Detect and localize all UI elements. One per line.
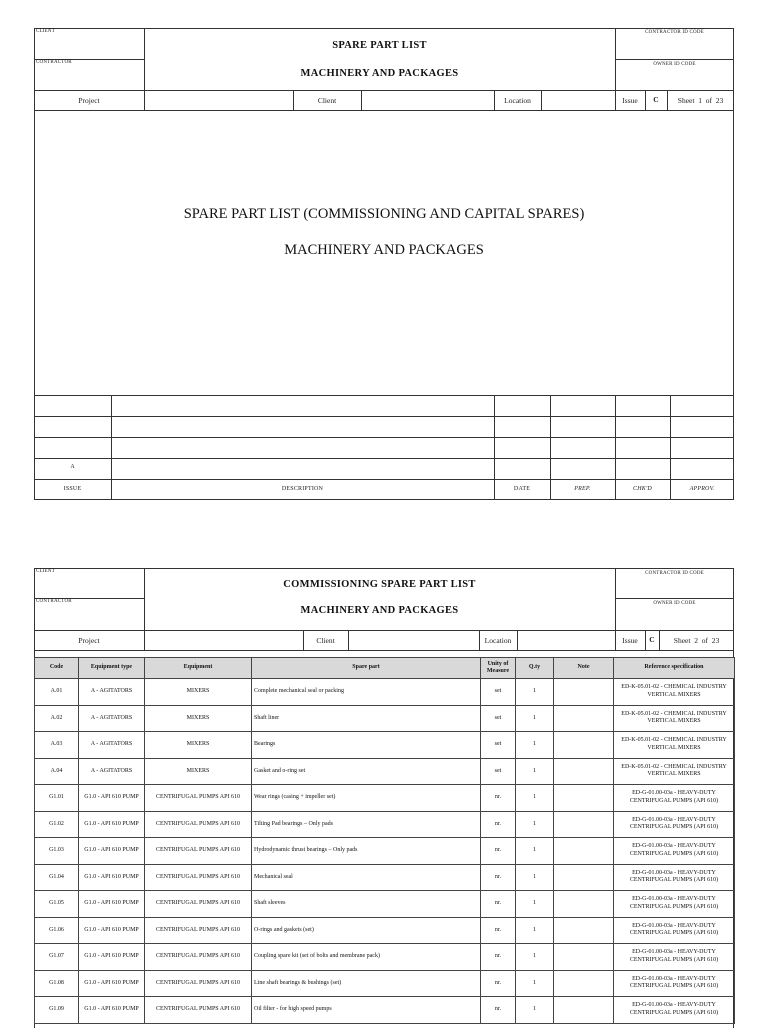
cell-equipment: CENTRIFUGAL PUMPS API 610 (145, 838, 252, 865)
cell-code: A.04 (35, 758, 79, 785)
cell-note (554, 864, 614, 891)
cell-equipment: CENTRIFUGAL PUMPS API 610 (145, 944, 252, 971)
rev-header-date: DATE (513, 486, 531, 492)
cell-equipment-type: A - AGITATORS (79, 679, 145, 706)
cell-spare-part: Gasket and o-ring set (252, 758, 481, 785)
cell-code: G1.02 (35, 811, 79, 838)
cell-unit: nr. (481, 838, 516, 865)
cell-unit: nr. (481, 864, 516, 891)
cell-note (554, 917, 614, 944)
cell-code: A.03 (35, 732, 79, 759)
document-title: SPARE PART LIST (332, 40, 427, 51)
table-row (35, 811, 735, 838)
location-label: Location (484, 636, 512, 645)
cell-equipment-type: G1.0 - API 610 PUMP (79, 785, 145, 812)
cell-unit: nr. (481, 917, 516, 944)
cell-equipment-type: G1.0 - API 610 PUMP (79, 970, 145, 997)
column-header: Equipment type (79, 658, 145, 679)
table-row (35, 758, 735, 785)
column-header: Q.ty (516, 658, 554, 679)
cell-spare-part: Shaft sleeves (252, 891, 481, 918)
cell-code: G1.03 (35, 838, 79, 865)
column-header: Note (554, 658, 614, 679)
project-label: Project (78, 636, 100, 645)
divider (615, 59, 734, 60)
cell-spare-part: Line shaft bearings & bushings (set) (252, 970, 481, 997)
cell-equipment-type: G1.0 - API 610 PUMP (79, 944, 145, 971)
cell-note (554, 997, 614, 1024)
divider (111, 395, 112, 500)
cell-reference: ED-G-01.00-03a - HEAVY-DUTY CENTRIFUGAL PUMPS (API 610) (614, 785, 735, 812)
cell-equipment: CENTRIFUGAL PUMPS API 610 (145, 891, 252, 918)
cell-reference: ED-G-01.00-03a - HEAVY-DUTY CENTRIFUGAL PUMPS (API 610) (614, 864, 735, 891)
cell-note (554, 758, 614, 785)
divider (34, 395, 734, 396)
rev-header-description: DESCRIPTION (281, 486, 324, 492)
cell-code: A.01 (35, 679, 79, 706)
cell-equipment: CENTRIFUGAL PUMPS API 610 (145, 970, 252, 997)
column-header: Unity of Measure (481, 658, 516, 679)
cell-note (554, 838, 614, 865)
divider (361, 90, 362, 110)
cell-note (554, 705, 614, 732)
cell-unit: set (481, 758, 516, 785)
cell-unit: nr. (481, 997, 516, 1024)
cell-note (554, 891, 614, 918)
cell-reference: ED-G-01.00-03a - HEAVY-DUTY CENTRIFUGAL PUMPS (API 610) (614, 838, 735, 865)
cell-qty: 1 (516, 864, 554, 891)
cell-reference: ED-K-05.01-02 - CHEMICAL INDUSTRY VERTICAL MIXERS (614, 732, 735, 759)
cell-code: G1.08 (35, 970, 79, 997)
cell-code: G1.01 (35, 785, 79, 812)
column-header: Reference specification (614, 658, 735, 679)
cell-qty: 1 (516, 917, 554, 944)
divider (670, 395, 671, 500)
divider (34, 479, 734, 480)
document-subtitle: MACHINERY AND PACKAGES (300, 605, 459, 616)
cell-equipment: CENTRIFUGAL PUMPS API 610 (145, 917, 252, 944)
revision-issue-a: A (70, 464, 75, 470)
cell-spare-part: Bearings (252, 732, 481, 759)
divider (34, 90, 734, 91)
cell-spare-part: Mechanical seal (252, 864, 481, 891)
client-field-label: Client (316, 636, 335, 645)
divider (550, 395, 551, 500)
divider (615, 395, 616, 500)
cell-reference: ED-K-05.01-02 - CHEMICAL INDUSTRY VERTICAL MIXERS (614, 758, 735, 785)
divider (34, 416, 734, 417)
cell-qty: 1 (516, 732, 554, 759)
cell-reference: ED-G-01.00-03a - HEAVY-DUTY CENTRIFUGAL PUMPS (API 610) (614, 917, 735, 944)
cell-unit: set (481, 732, 516, 759)
cell-reference: ED-G-01.00-03a - HEAVY-DUTY CENTRIFUGAL PUMPS (API 610) (614, 970, 735, 997)
client-label: CLIENT (36, 569, 55, 574)
cell-unit: nr. (481, 811, 516, 838)
cell-note (554, 944, 614, 971)
cell-qty: 1 (516, 679, 554, 706)
table-row (35, 732, 735, 759)
issue-label: Issue (622, 636, 638, 645)
project-label: Project (78, 96, 100, 105)
cell-qty: 1 (516, 705, 554, 732)
cell-equipment-type: G1.0 - API 610 PUMP (79, 997, 145, 1024)
contractor-label: CONTRACTOR (36, 60, 72, 65)
cell-spare-part: Coupling spare kit (set of bolts and membrane pack) (252, 944, 481, 971)
cell-equipment: MIXERS (145, 758, 252, 785)
cell-equipment-type: G1.0 - API 610 PUMP (79, 864, 145, 891)
divider (34, 630, 734, 631)
cell-code: G1.05 (35, 891, 79, 918)
cell-code: G1.07 (35, 944, 79, 971)
cell-equipment-type: A - AGITATORS (79, 732, 145, 759)
table-row (35, 891, 735, 918)
sheet-number: Sheet 1 of 23 (677, 96, 724, 105)
divider (615, 598, 734, 599)
cell-qty: 1 (516, 838, 554, 865)
column-header: Equipment (145, 658, 252, 679)
cell-equipment-type: G1.0 - API 610 PUMP (79, 917, 145, 944)
cell-unit: nr. (481, 944, 516, 971)
rev-header-prep: PREP. (574, 486, 591, 492)
cell-code: G1.09 (35, 997, 79, 1024)
rev-header-approv: APPROV. (689, 486, 715, 492)
cell-spare-part: Complete mechanical seal or packing (252, 679, 481, 706)
cell-equipment-type: G1.0 - API 610 PUMP (79, 891, 145, 918)
cell-unit: set (481, 679, 516, 706)
cell-reference: ED-G-01.00-03a - HEAVY-DUTY CENTRIFUGAL PUMPS (API 610) (614, 997, 735, 1024)
cell-equipment-type: A - AGITATORS (79, 705, 145, 732)
cell-unit: nr. (481, 970, 516, 997)
contractor-id-label: CONTRACTOR ID CODE (645, 571, 704, 576)
table-row (35, 705, 735, 732)
divider (517, 630, 518, 650)
cell-note (554, 811, 614, 838)
table-header-row (35, 658, 735, 679)
cell-qty: 1 (516, 785, 554, 812)
cell-code: G1.04 (35, 864, 79, 891)
divider (34, 437, 734, 438)
cell-equipment: CENTRIFUGAL PUMPS API 610 (145, 785, 252, 812)
table-row (35, 944, 735, 971)
document-subtitle: MACHINERY AND PACKAGES (300, 68, 459, 79)
cell-note (554, 970, 614, 997)
divider (34, 458, 734, 459)
table-row (35, 785, 735, 812)
column-header: Code (35, 658, 79, 679)
cell-spare-part: Shaft liner (252, 705, 481, 732)
cell-note (554, 679, 614, 706)
rev-header-chkd: CHK'D (633, 486, 652, 492)
contractor-label: CONTRACTOR (36, 599, 72, 604)
rev-header-issue: ISSUE (63, 486, 82, 492)
cell-qty: 1 (516, 758, 554, 785)
issue-label: Issue (622, 96, 638, 105)
cell-spare-part: Tilting Pad bearings – Only pads (252, 811, 481, 838)
cell-reference: ED-G-01.00-03a - HEAVY-DUTY CENTRIFUGAL PUMPS (API 610) (614, 811, 735, 838)
cell-equipment: CENTRIFUGAL PUMPS API 610 (145, 864, 252, 891)
cell-equipment: CENTRIFUGAL PUMPS API 610 (145, 811, 252, 838)
cell-note (554, 732, 614, 759)
table-row (35, 997, 735, 1024)
document-title: COMMISSIONING SPARE PART LIST (283, 579, 476, 590)
table-row (35, 917, 735, 944)
divider (348, 630, 349, 650)
sheet-number: Sheet 2 of 23 (673, 636, 720, 645)
cell-unit: set (481, 705, 516, 732)
table-row (35, 864, 735, 891)
cell-equipment-type: G1.0 - API 610 PUMP (79, 838, 145, 865)
cell-equipment: MIXERS (145, 732, 252, 759)
cell-spare-part: Wear rings (casing + impeller set) (252, 785, 481, 812)
cover-subtitle: MACHINERY AND PACKAGES (284, 242, 484, 258)
cell-spare-part: Oil filter - for high speed pumps (252, 997, 481, 1024)
client-label: CLIENT (36, 29, 55, 34)
client-field-label: Client (317, 96, 337, 105)
cell-reference: ED-G-01.00-03a - HEAVY-DUTY CENTRIFUGAL PUMPS (API 610) (614, 944, 735, 971)
cell-equipment-type: A - AGITATORS (79, 758, 145, 785)
divider (541, 90, 542, 110)
location-label: Location (504, 96, 531, 105)
table-row (35, 970, 735, 997)
cell-reference: ED-K-05.01-02 - CHEMICAL INDUSTRY VERTICAL MIXERS (614, 705, 735, 732)
cell-note (554, 785, 614, 812)
divider (34, 650, 734, 651)
cell-qty: 1 (516, 811, 554, 838)
issue-value: C (653, 95, 659, 104)
cell-spare-part: O-rings and gaskets (set) (252, 917, 481, 944)
cover-title: SPARE PART LIST (COMMISSIONING AND CAPITAL SPARES) (183, 206, 585, 222)
cell-qty: 1 (516, 970, 554, 997)
cell-equipment-type: G1.0 - API 610 PUMP (79, 811, 145, 838)
divider (494, 395, 495, 500)
cell-equipment: MIXERS (145, 679, 252, 706)
divider (34, 110, 734, 111)
cell-unit: nr. (481, 891, 516, 918)
cell-unit: nr. (481, 785, 516, 812)
cell-qty: 1 (516, 997, 554, 1024)
owner-id-label: OWNER ID CODE (653, 62, 696, 67)
cell-code: G1.06 (35, 917, 79, 944)
table-row (35, 679, 735, 706)
spare-parts-table (34, 657, 735, 1024)
cell-qty: 1 (516, 944, 554, 971)
cell-qty: 1 (516, 891, 554, 918)
cell-equipment: CENTRIFUGAL PUMPS API 610 (145, 997, 252, 1024)
column-header: Spare part (252, 658, 481, 679)
cell-reference: ED-G-01.00-03a - HEAVY-DUTY CENTRIFUGAL PUMPS (API 610) (614, 891, 735, 918)
owner-id-label: OWNER ID CODE (653, 601, 696, 606)
cell-equipment: MIXERS (145, 705, 252, 732)
contractor-id-label: CONTRACTOR ID CODE (645, 30, 704, 35)
cell-spare-part: Hydrodynamic thrust bearings – Only pads (252, 838, 481, 865)
table-row (35, 838, 735, 865)
issue-value: C (649, 635, 655, 644)
cell-code: A.02 (35, 705, 79, 732)
cell-reference: ED-K-05.01-02 - CHEMICAL INDUSTRY VERTICAL MIXERS (614, 679, 735, 706)
